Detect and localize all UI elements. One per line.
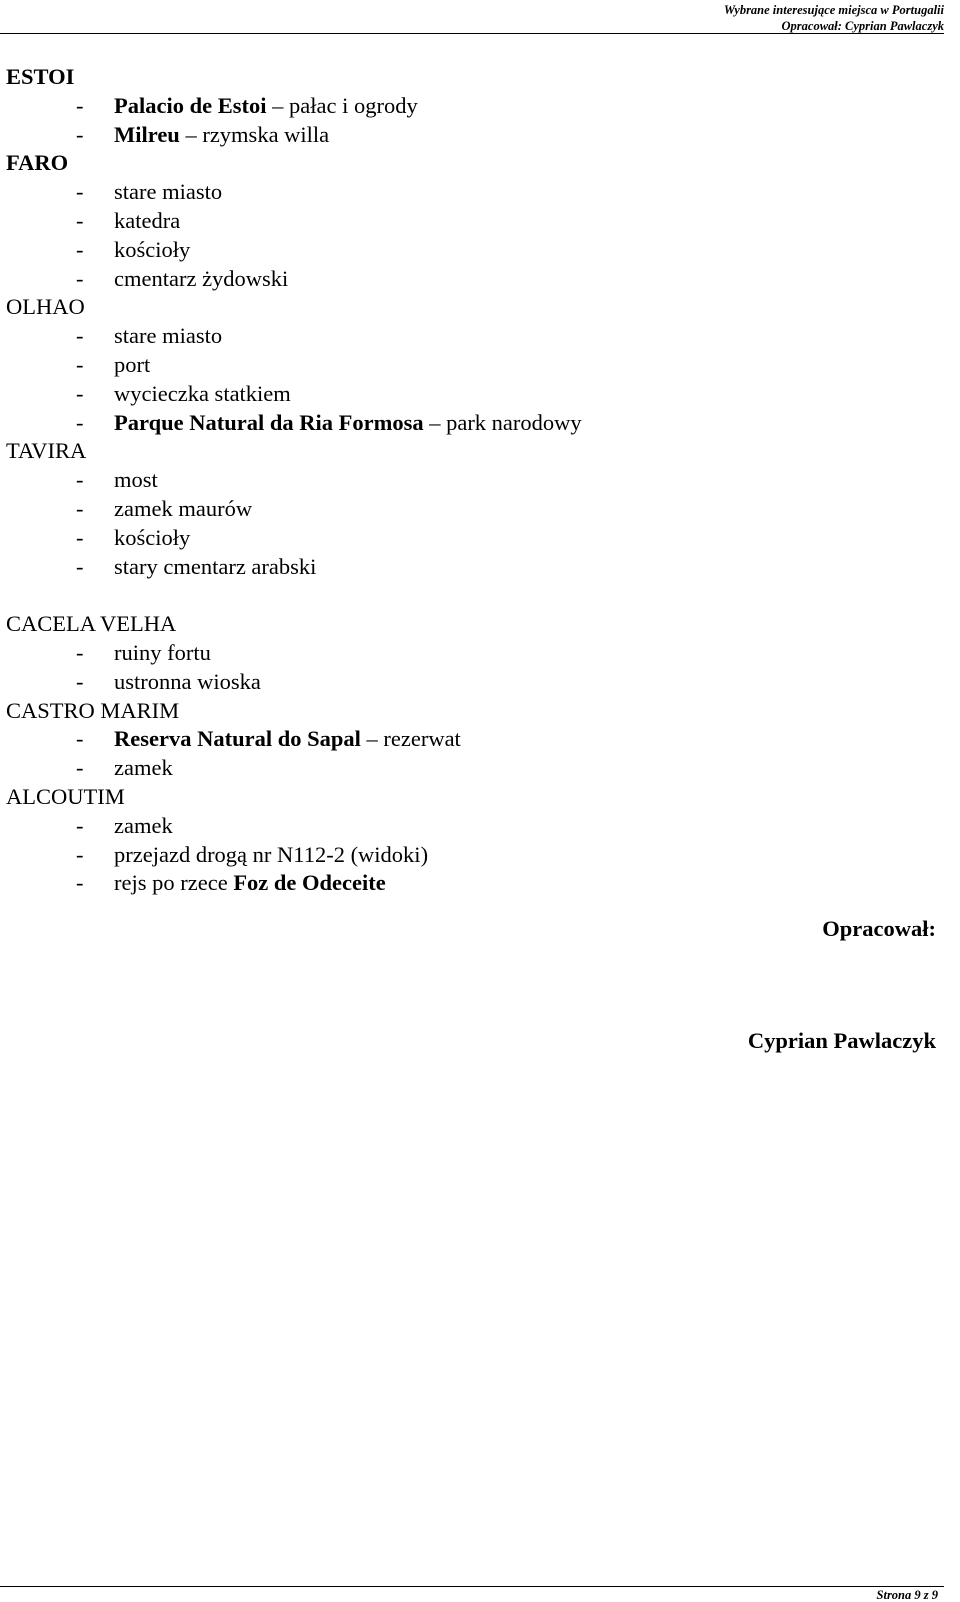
item-text: stare miasto	[114, 323, 223, 349]
list-item	[6, 524, 936, 553]
list-item	[6, 725, 936, 754]
item-text: most	[114, 467, 158, 493]
list-item	[6, 92, 936, 121]
list-item	[6, 409, 936, 438]
item-text: port	[114, 351, 151, 377]
item-name: Palacio de Estoi	[114, 92, 267, 118]
header-author: Opracował: Cyprian Pawlaczyk	[781, 19, 944, 33]
list-bullet: -	[76, 207, 84, 233]
list-bullet: -	[76, 668, 84, 694]
list-item	[6, 553, 936, 582]
list-bullet: -	[76, 236, 84, 262]
list-bullet: -	[76, 92, 84, 118]
list-item	[6, 380, 936, 409]
item-name: Parque Natural da Ria Formosa	[114, 409, 424, 435]
list-bullet: -	[76, 495, 84, 521]
town-heading: TAVIRA	[6, 438, 87, 464]
item-text: zamek	[114, 755, 173, 781]
item-name: Reserva Natural do Sapal	[114, 726, 361, 752]
page-number: Strona 9 z 9	[876, 1588, 938, 1602]
item-separator: –	[266, 92, 289, 118]
list-item	[6, 236, 936, 265]
item-text: rejs po rzece	[114, 870, 234, 896]
list-item	[6, 121, 936, 150]
document-body	[6, 63, 936, 898]
list-bullet: -	[76, 755, 84, 781]
list-item	[6, 495, 936, 524]
item-text: przejazd drogą nr N112-2 (widoki)	[114, 841, 429, 867]
town-heading: FARO	[6, 150, 69, 176]
item-text: rzymska willa	[202, 121, 330, 147]
item-text: katedra	[114, 207, 181, 233]
list-bullet: -	[76, 553, 84, 579]
item-text: zamek maurów	[114, 495, 253, 521]
item-text: park narodowy	[446, 409, 582, 435]
item-text: zamek	[114, 812, 173, 838]
list-bullet: -	[76, 380, 84, 406]
list-item	[6, 466, 936, 495]
page-header	[0, 0, 944, 34]
list-bullet: -	[76, 409, 84, 435]
town-heading: CASTRO MARIM	[6, 697, 180, 723]
list-bullet: -	[76, 524, 84, 550]
signature-label: Opracował:	[822, 916, 936, 941]
item-text: rezerwat	[383, 726, 461, 752]
header-divider	[0, 33, 944, 34]
item-text: stare miasto	[114, 179, 223, 205]
list-item	[6, 322, 936, 351]
list-item	[6, 841, 936, 870]
item-text: ustronna wioska	[114, 668, 261, 694]
spacer	[6, 581, 936, 610]
item-text: pałac i ogrody	[289, 92, 418, 118]
item-name: Foz de Odeceite	[233, 870, 386, 896]
item-separator: –	[360, 726, 384, 752]
item-separator: –	[423, 409, 447, 435]
list-bullet: -	[76, 323, 84, 349]
item-text: ruiny fortu	[114, 639, 211, 665]
town-heading: ESTOI	[6, 64, 75, 89]
list-item	[6, 639, 936, 668]
town-heading: CACELA VELHA	[6, 611, 177, 637]
list-item	[6, 812, 936, 841]
list-bullet: -	[76, 351, 84, 377]
list-item	[6, 178, 936, 207]
item-text: cmentarz żydowski	[114, 265, 289, 291]
town-heading: ALCOUTIM	[6, 783, 125, 809]
town-heading: OLHAO	[6, 294, 85, 320]
item-name: Milreu	[114, 121, 180, 147]
list-item	[6, 754, 936, 783]
list-bullet: -	[76, 639, 84, 665]
signature-name: Cyprian Pawlaczyk	[747, 1028, 936, 1053]
item-text: wycieczka statkiem	[114, 380, 291, 406]
item-text: kościoły	[114, 236, 191, 262]
item-text: kościoły	[114, 524, 191, 550]
list-item	[6, 351, 936, 380]
list-item	[6, 668, 936, 697]
list-bullet: -	[76, 812, 84, 838]
list-bullet: -	[76, 726, 84, 752]
list-bullet: -	[76, 179, 84, 205]
footer-divider	[0, 1586, 944, 1587]
list-bullet: -	[76, 870, 84, 896]
item-text: stary cmentarz arabski	[114, 553, 317, 579]
header-title: Wybrane interesujące miejsca w Portugalii	[723, 3, 944, 17]
list-item	[6, 207, 936, 236]
list-item	[6, 265, 936, 294]
list-bullet: -	[76, 841, 84, 867]
list-bullet: -	[76, 265, 84, 291]
list-bullet: -	[76, 467, 84, 493]
list-bullet: -	[76, 121, 84, 147]
list-item	[6, 869, 936, 898]
item-separator: –	[179, 121, 203, 147]
